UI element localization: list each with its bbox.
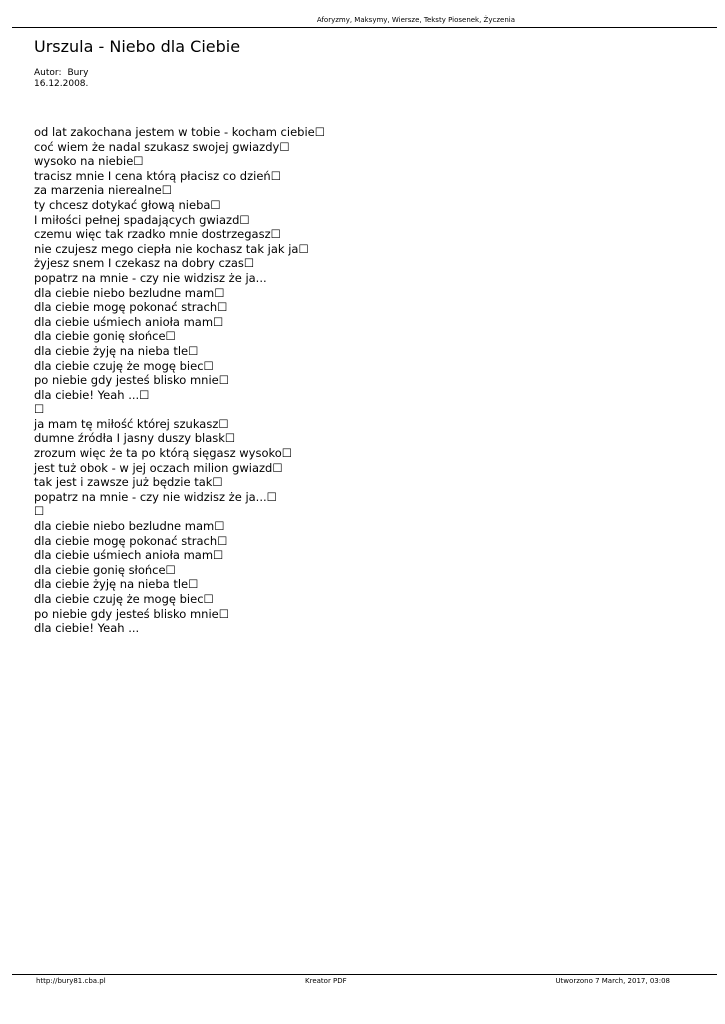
poem-line: dla ciebie! Yeah ... — [34, 621, 140, 636]
poem-line: po niebie gdy jesteś blisko mnie☐ — [34, 606, 230, 621]
poem-line: dla ciebie mogę pokonać strach☐ — [34, 300, 228, 315]
poem-line: dla ciebie niebo bezludne mam☐ — [34, 285, 225, 300]
poem-line: jest tuż obok - w jej oczach milion gwiazd☐ — [34, 460, 283, 475]
poem-line: dla ciebie żyję na nieba tle☐ — [34, 577, 199, 592]
poem-line: dla ciebie! Yeah ...☐ — [34, 387, 150, 402]
footer-divider — [12, 974, 717, 975]
poem-line: popatrz na mnie - czy nie widzisz że ja...☐ — [34, 489, 277, 504]
poem-line: ☐ — [34, 504, 45, 519]
poem-text — [34, 125, 325, 636]
poem-line: dla ciebie gonię słońce☐ — [34, 329, 176, 344]
page-title: Urszula - Niebo dla Ciebie — [34, 37, 241, 56]
site-title: Aforyzmy, Maksymy, Wiersze, Teksty Piosenek, Życzenia — [316, 16, 515, 24]
author-line — [34, 68, 88, 79]
footer-created-date: Utworzono 7 March, 2017, 03:08 — [555, 977, 670, 985]
poem-line: tak jest i zawsze już będzie tak☐ — [34, 475, 223, 490]
poem-line: dla ciebie czuję że mogę biec☐ — [34, 358, 214, 373]
footer-generator: Kreator PDF — [305, 977, 347, 985]
author-label: Autor: — [34, 68, 62, 78]
poem-line: ja mam tę miłość której szukasz☐ — [34, 416, 229, 431]
poem-line: dla ciebie czuję że mogę biec☐ — [34, 592, 214, 606]
poem-line: po niebie gdy jesteś blisko mnie☐ — [34, 373, 230, 388]
poem-line: popatrz na mnie - czy nie widzisz że ja... — [34, 270, 267, 285]
poem-line: wysoko na niebie☐ — [34, 154, 144, 169]
footer-url: http://bury81.cba.pl — [36, 977, 106, 985]
poem-line: dla ciebie uśmiech anioła mam☐ — [34, 548, 224, 563]
poem-line: od lat zakochana jestem w tobie - kocham ciebie☐ — [34, 125, 326, 139]
poem-line: dla ciebie uśmiech anioła mam☐ — [34, 314, 224, 329]
poem-line: żyjesz snem I czekasz na dobry czas☐ — [34, 256, 255, 271]
poem-line: zrozum więc że ta po którą sięgasz wysoko☐ — [34, 446, 293, 461]
poem-line: I miłości pełnej spadających gwiazd☐ — [34, 212, 250, 227]
publication-date: 16.12.2008. — [34, 79, 89, 89]
poem-line: dla ciebie żyję na nieba tle☐ — [34, 343, 199, 358]
document-meta — [34, 68, 88, 90]
poem-line: ☐ — [34, 402, 45, 417]
poem-line: dumne źródła I jasny duszy blask☐ — [34, 431, 236, 446]
poem-line: dla ciebie mogę pokonać strach☐ — [34, 533, 228, 548]
author-name: Bury — [67, 68, 89, 78]
poem-line: czemu więc tak rzadko mnie dostrzegasz☐ — [34, 227, 281, 242]
poem-line: tracisz mnie I cena którą płacisz co dzień☐ — [34, 168, 282, 183]
poem-line: dla ciebie gonię słońce☐ — [34, 562, 176, 577]
poem-line: ty chcesz dotykać głową nieba☐ — [34, 197, 221, 212]
poem-line: dla ciebie niebo bezludne mam☐ — [34, 519, 225, 534]
poem-line: coć wiem że nadal szukasz swojej gwiazdy☐ — [34, 139, 290, 154]
poem-line: za marzenia nierealne☐ — [34, 183, 173, 198]
header-divider — [12, 27, 717, 28]
poem-line: nie czujesz mego ciepła nie kochasz tak jak ja☐ — [34, 241, 309, 256]
